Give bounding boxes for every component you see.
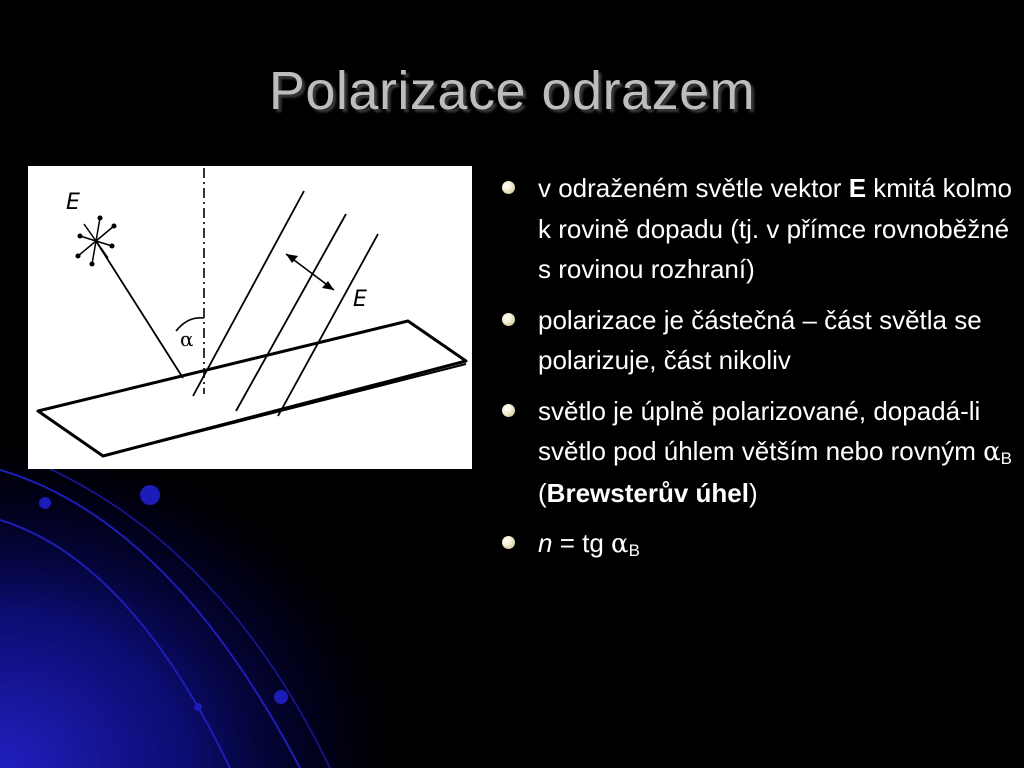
bullet-2-text: polarizace je částečná – část světla se polarizuje, část nikoliv	[538, 304, 982, 375]
bullet-item-3	[496, 391, 1024, 514]
bullet-1-bold-e: E	[848, 173, 867, 203]
bullet-icon	[502, 313, 515, 326]
bullet-4-alpha: α	[611, 529, 629, 559]
reflecting-plate	[38, 321, 466, 456]
bullet-4-text: = tg	[552, 528, 612, 558]
bullet-3-alpha: α	[983, 437, 1001, 467]
bullet-item-4	[496, 523, 1024, 565]
bullet-1-text: v odraženém světle vektor	[538, 173, 849, 203]
label-incident-e: E	[66, 190, 80, 215]
bullet-icon	[502, 404, 515, 417]
label-reflected-e: E	[353, 287, 367, 312]
slide-title: Polarizace odrazem	[268, 61, 756, 121]
bullet-icon	[502, 181, 515, 194]
incident-ray	[96, 241, 183, 378]
bullet-3-paren-open: (	[538, 477, 547, 508]
bullet-item-2	[496, 300, 1024, 381]
label-angle-alpha: α	[180, 327, 194, 351]
bullet-3-paren-close: )	[748, 477, 758, 508]
bullet-3-text: světlo je úplně polarizované, dopadá-li světlo pod úhlem větším nebo rovným	[538, 395, 984, 466]
bullet-4-sub: B	[628, 541, 640, 560]
bullet-icon	[502, 536, 515, 549]
bullet-3-sub: B	[1000, 449, 1013, 468]
bullet-3-brewster: Brewsterův úhel	[546, 477, 749, 508]
bullet-1-text-rest: kmitá kolmo k rovině dopadu (tj. v přímce rovnoběžné s rovinou rozhraní)	[538, 173, 1012, 284]
bullet-4-n: n	[538, 528, 553, 558]
reflection-diagram	[28, 166, 472, 469]
bullet-item-1	[496, 168, 1024, 290]
unpolarized-star	[76, 216, 116, 266]
bullet-list	[496, 168, 1024, 575]
